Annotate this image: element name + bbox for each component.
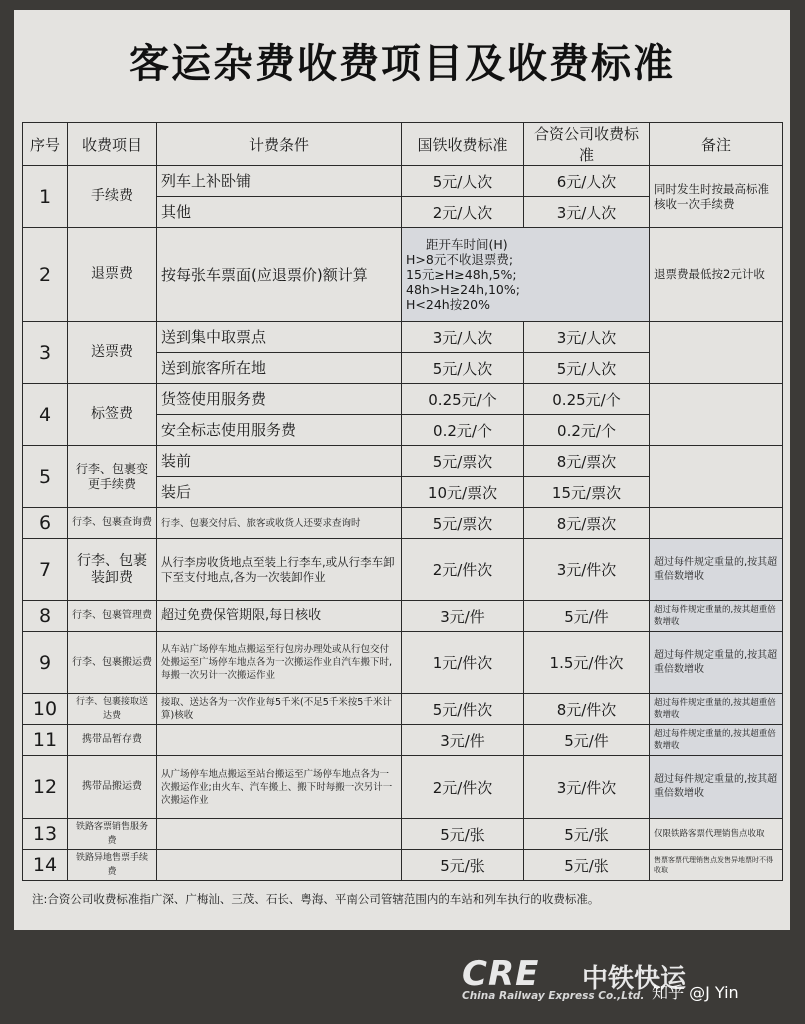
guotie-fee: 5元/件次	[402, 694, 524, 725]
fee-note: 超过每件规定重量的,按其超重倍数增收	[650, 601, 783, 632]
table-row	[23, 166, 783, 197]
table-row	[23, 632, 783, 694]
hezi-fee: 3元/人次	[524, 322, 650, 353]
guotie-fee: 5元/张	[402, 850, 524, 881]
fee-condition: 送到旅客所在地	[157, 353, 402, 384]
hezi-fee: 3元/件次	[524, 756, 650, 819]
row-number: 2	[23, 228, 68, 322]
cre-logo-text: CRE	[462, 954, 540, 994]
table-row	[23, 228, 783, 322]
fee-note	[650, 384, 783, 446]
fee-note: 售票客票代理销售点发售异地票时不得收取	[650, 850, 783, 881]
fee-note: 超过每件规定重量的,按其超重倍数增收	[650, 756, 783, 819]
fee-condition	[157, 725, 402, 756]
header-condition: 计费条件	[157, 123, 402, 166]
fee-note: 仅限铁路客票代理销售点收取	[650, 819, 783, 850]
fee-item: 铁路客票销售服务费	[68, 819, 157, 850]
refund-rate-line: 48h>H≥24h,10%;	[406, 282, 520, 297]
fee-item: 铁路异地售票手续费	[68, 850, 157, 881]
fee-item: 送票费	[68, 322, 157, 384]
hezi-fee: 1.5元/件次	[524, 632, 650, 694]
header-item: 收费项目	[68, 123, 157, 166]
table-row	[23, 508, 783, 539]
row-number: 7	[23, 539, 68, 601]
guotie-fee: 0.2元/个	[402, 415, 524, 446]
fee-item: 携带品搬运费	[68, 756, 157, 819]
row-number: 9	[23, 632, 68, 694]
fee-item: 行李、包裹查询费	[68, 508, 157, 539]
fee-item: 行李、包裹装卸费	[68, 539, 157, 601]
row-number: 12	[23, 756, 68, 819]
footnote: 注:合资公司收费标准指广深、广梅汕、三茂、石长、粤海、平南公司管辖范围内的车站和列车执行的收费标准。	[32, 892, 600, 906]
guotie-fee: 5元/人次	[402, 353, 524, 384]
guotie-fee: 3元/件	[402, 725, 524, 756]
fee-item: 手续费	[68, 166, 157, 228]
row-number: 1	[23, 166, 68, 228]
hezi-fee: 5元/件	[524, 725, 650, 756]
fee-note: 超过每件规定重量的,按其超重倍数增收	[650, 694, 783, 725]
hezi-fee: 5元/张	[524, 850, 650, 881]
fee-note	[650, 508, 783, 539]
fee-note	[650, 322, 783, 384]
fee-note: 超过每件规定重量的,按其超重倍数增收	[650, 539, 783, 601]
table-row	[23, 819, 783, 850]
table-row	[23, 539, 783, 601]
cre-logo-english: China Railway Express Co.,Ltd.	[462, 990, 645, 1002]
fee-condition: 超过免费保管期限,每日核收	[157, 601, 402, 632]
fee-condition: 行李、包裹交付后、旅客或收货人还要求查询时	[157, 508, 402, 539]
fee-note: 同时发生时按最高标准核收一次手续费	[650, 166, 783, 228]
refund-rate-line: 距开车时间(H)	[426, 237, 508, 252]
table-header-row	[23, 123, 783, 166]
guotie-fee: 5元/人次	[402, 166, 524, 197]
fee-condition: 送到集中取票点	[157, 322, 402, 353]
table-row	[23, 446, 783, 477]
row-number: 8	[23, 601, 68, 632]
fee-condition	[157, 850, 402, 881]
guotie-fee: 3元/件	[402, 601, 524, 632]
row-number: 11	[23, 725, 68, 756]
fee-condition: 列车上补卧铺	[157, 166, 402, 197]
header-hezi: 合资公司收费标准	[524, 123, 650, 166]
header-note: 备注	[650, 123, 783, 166]
fee-note	[650, 446, 783, 508]
fee-condition: 接取、送达各为一次作业每5千米(不足5千米按5千米计算)核收	[157, 694, 402, 725]
fee-item: 行李、包裹变更手续费	[68, 446, 157, 508]
row-number: 13	[23, 819, 68, 850]
guotie-fee: 3元/人次	[402, 322, 524, 353]
fee-note: 超过每件规定重量的,按其超重倍数增收	[650, 632, 783, 694]
refund-rate-line: H<24h按20%	[406, 297, 490, 312]
refund-rate-box	[402, 228, 650, 322]
hezi-fee: 0.25元/个	[524, 384, 650, 415]
notice-title: 客运杂费收费项目及收费标准	[129, 41, 675, 87]
row-number: 4	[23, 384, 68, 446]
hezi-fee: 0.2元/个	[524, 415, 650, 446]
fee-condition: 装后	[157, 477, 402, 508]
refund-rate-line: 15元≥H≥48h,5%;	[406, 267, 517, 282]
guotie-fee: 1元/件次	[402, 632, 524, 694]
fee-item: 行李、包裹管理费	[68, 601, 157, 632]
fee-note: 退票费最低按2元计收	[650, 228, 783, 322]
fee-notice-sheet	[14, 10, 790, 930]
fee-condition: 其他	[157, 197, 402, 228]
table-row	[23, 694, 783, 725]
fee-condition: 装前	[157, 446, 402, 477]
zhihu-watermark: 知乎 @J Yin	[652, 983, 739, 1002]
fee-item: 携带品暂存费	[68, 725, 157, 756]
table-row	[23, 850, 783, 881]
fee-condition	[157, 819, 402, 850]
row-number: 10	[23, 694, 68, 725]
table-row	[23, 756, 783, 819]
guotie-fee: 0.25元/个	[402, 384, 524, 415]
hezi-fee: 15元/票次	[524, 477, 650, 508]
hezi-fee: 3元/人次	[524, 197, 650, 228]
hezi-fee: 6元/人次	[524, 166, 650, 197]
fee-item: 退票费	[68, 228, 157, 322]
table-row	[23, 322, 783, 353]
table-row	[23, 384, 783, 415]
row-number: 6	[23, 508, 68, 539]
guotie-fee: 5元/张	[402, 819, 524, 850]
fee-condition: 按每张车票面(应退票价)额计算	[157, 228, 402, 322]
guotie-fee: 5元/票次	[402, 446, 524, 477]
hezi-fee: 8元/件次	[524, 694, 650, 725]
guotie-fee: 5元/票次	[402, 508, 524, 539]
guotie-fee: 2元/件次	[402, 756, 524, 819]
table-row	[23, 725, 783, 756]
hezi-fee: 8元/票次	[524, 508, 650, 539]
hezi-fee: 5元/张	[524, 819, 650, 850]
fee-table	[22, 122, 783, 881]
row-number: 14	[23, 850, 68, 881]
fee-condition: 从行李房收货地点至装上行李车,或从行李车卸下至支付地点,各为一次装卸作业	[157, 539, 402, 601]
guotie-fee: 2元/件次	[402, 539, 524, 601]
guotie-fee: 10元/票次	[402, 477, 524, 508]
header-no: 序号	[23, 123, 68, 166]
fee-condition: 货签使用服务费	[157, 384, 402, 415]
hezi-fee: 3元/件次	[524, 539, 650, 601]
hezi-fee: 5元/件	[524, 601, 650, 632]
hezi-fee: 5元/人次	[524, 353, 650, 384]
row-number: 5	[23, 446, 68, 508]
fee-item: 行李、包裹搬运费	[68, 632, 157, 694]
table-row	[23, 601, 783, 632]
guotie-fee: 2元/人次	[402, 197, 524, 228]
refund-rate-line: H>8元不收退票费;	[406, 252, 514, 267]
fee-note: 超过每件规定重量的,按其超重倍数增收	[650, 725, 783, 756]
header-guotie: 国铁收费标准	[402, 123, 524, 166]
fee-condition: 安全标志使用服务费	[157, 415, 402, 446]
hezi-fee: 8元/票次	[524, 446, 650, 477]
row-number: 3	[23, 322, 68, 384]
fee-item: 标签费	[68, 384, 157, 446]
fee-condition: 从车站广场停车地点搬运至行包房办理处或从行包交付处搬运至广场停车地点各为一次搬运作业自汽车搬下时,每搬一次另计一次搬运作业	[157, 632, 402, 694]
cre-logo-chinese: 中铁快运	[582, 964, 687, 994]
fee-condition: 从广场停车地点搬运至站台搬运至广场停车地点各为一次搬运作业;由火车、汽车搬上、搬下时每搬一次另计一次搬运作业	[157, 756, 402, 819]
fee-item: 行李、包裹接取送达费	[68, 694, 157, 725]
